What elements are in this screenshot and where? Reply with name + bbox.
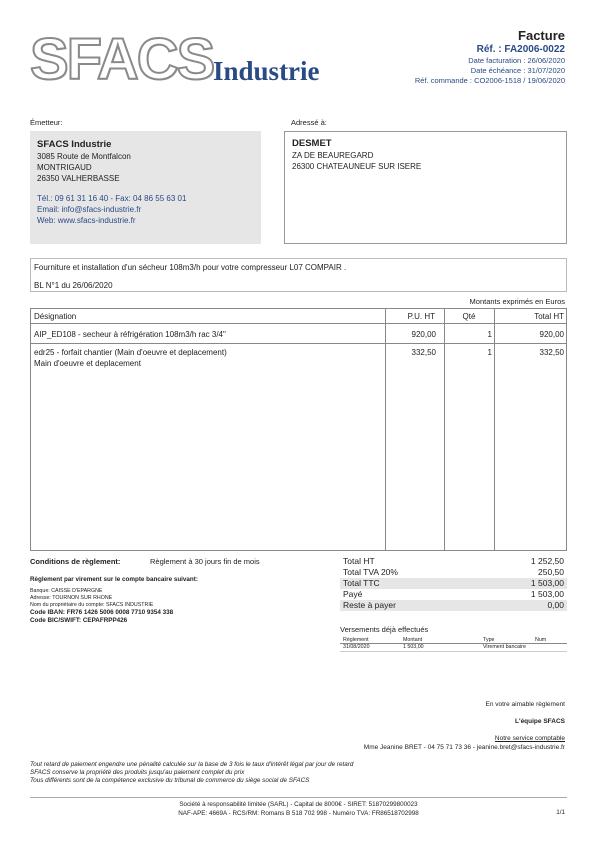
description-text: Fourniture et installation d'un sécheur 108m3/h pour votre compresseur L07 COMPAIR .: [34, 263, 347, 272]
header-unit-price: P.U. HT: [407, 312, 435, 321]
logo-sfacs-text: SFACS: [30, 27, 214, 92]
total-label: Total TTC: [343, 578, 380, 588]
invoice-date: Date facturation : 26/06/2020: [468, 56, 565, 65]
issuer-phone: Tél.: 09 61 31 16 40 - Fax: 04 86 55 63 01: [37, 194, 187, 203]
bank-details: [30, 575, 330, 625]
footer-divider: [30, 797, 567, 798]
total-value: 1 503,00: [530, 578, 564, 588]
issuer-name: SFACS Industrie: [37, 139, 112, 150]
header-designation: Désignation: [34, 312, 77, 321]
invoice-header: [415, 28, 565, 86]
bank-title: Règlement par virement sur le compte bancaire suivant:: [30, 576, 198, 583]
row-designation: edr25 - forfait chantier (Main d'oeuvre et deplacement): [34, 348, 227, 357]
header-total: Total HT: [534, 312, 564, 321]
payment-row: [340, 644, 567, 652]
table-row: [31, 344, 566, 374]
payment-date: 31/08/2020: [343, 644, 370, 650]
issuer-box: [30, 131, 261, 244]
addressee-box: [284, 131, 567, 244]
invoice-description: [30, 258, 567, 292]
legal-line: SFACS conserve la propriété des produits jusqu'au paiement complet du prix: [30, 769, 245, 776]
bank-name: Banque: CAISSE D'EPARGNE: [30, 588, 103, 594]
payment-type: Virement bancaire: [483, 644, 526, 650]
table-row: [31, 324, 566, 344]
totals-block: [340, 556, 567, 611]
logo-industrie-text: Industrie: [213, 56, 320, 86]
footer-line-1: Société à responsabilité limitée (SARL) - Capital de 8000€ - SIRET: 51870299800023: [179, 801, 418, 808]
closing-greeting: En votre aimable règlement: [485, 701, 565, 708]
issuer-address-2: MONTRIGAUD: [37, 163, 92, 172]
closing-service: Notre service comptable: [494, 735, 565, 742]
total-value: 1 503,00: [530, 589, 564, 599]
addressee-address-1: ZA DE BEAUREGARD: [292, 151, 374, 160]
order-ref: Réf. commande : CO2006-1518 / 19/06/2020: [414, 76, 565, 85]
payments-header-num: Num: [535, 637, 547, 643]
row-quantity: 1: [487, 330, 492, 339]
issuer-address-3: 26350 VALHERBASSE: [37, 174, 120, 183]
bank-address: Adresse: TOURNON SUR RHONE: [30, 595, 113, 601]
total-label: Reste à payer: [343, 600, 396, 610]
conditions-label: Conditions de règlement:: [30, 557, 121, 566]
invoice-ref: Réf. : FA2006-0022: [476, 44, 565, 55]
header-quantity: Qté: [462, 312, 476, 321]
currency-note: Montants exprimés en Euros: [469, 297, 565, 306]
total-value: 250,50: [538, 567, 564, 577]
invoice-title: Facture: [518, 28, 565, 43]
paid-row: [340, 589, 567, 600]
row-quantity: 1: [487, 348, 492, 357]
legal-line: Tous différents sont de la compétence exclusive du tribunal de commerce du siège social de SFACS: [30, 777, 310, 784]
payment-conditions: [30, 557, 330, 566]
legal-line: Tout retard de paiement engendre une pénalité calculée sur la base de 3 fois le taux d'intérêt légal par jour de retard: [30, 761, 354, 768]
closing-team: L'équipe SFACS: [515, 718, 565, 725]
total-ht-row: [340, 556, 567, 567]
issuer-label: Émetteur:: [30, 118, 63, 127]
payments-block: [340, 625, 567, 652]
total-ttc-row: [340, 578, 567, 589]
bank-owner: Nom du propriétaire du compte: SFACS INDUSTRIE: [30, 602, 154, 608]
total-label: Total TVA 20%: [343, 567, 398, 577]
total-value: 1 252,50: [530, 556, 564, 566]
addressee-name: DESMET: [292, 138, 332, 149]
remaining-row: [340, 600, 567, 611]
bank-bic: Code BIC/SWIFT: CEPAFRPP426: [30, 617, 128, 624]
total-tva-row: [340, 567, 567, 578]
footer-line-2: NAF-APE: 4669A - RCS/RM: Romans B 518 702 998 - Numéro TVA: FR86518702998: [178, 810, 419, 817]
row-unit-price: 332,50: [411, 348, 436, 357]
payments-header-reglement: Règlement: [343, 637, 369, 643]
company-footer: [30, 800, 567, 818]
table-header: [31, 309, 566, 324]
row-total: 920,00: [539, 330, 564, 339]
bank-iban: Code IBAN: FR76 1426 5006 0008 7710 9354 338: [30, 609, 174, 616]
row-total: 332,50: [539, 348, 564, 357]
row-designation: AIP_ED108 - secheur à réfrigération 108m3/h rac 3/4": [34, 330, 226, 339]
addressee-label: Adressé à:: [291, 118, 327, 127]
items-table: [30, 308, 567, 551]
company-logo: [30, 27, 320, 92]
payment-amount: 1 503,00: [403, 644, 424, 650]
conditions-value: Règlement à 30 jours fin de mois: [150, 557, 260, 566]
delivery-note: BL N°1 du 26/06/2020: [34, 281, 113, 290]
total-label: Payé: [343, 589, 363, 599]
issuer-email[interactable]: Email: info@sfacs-industrie.fr: [37, 205, 142, 214]
issuer-address-1: 3085 Route de Montfalcon: [37, 152, 131, 161]
legal-notice: [30, 761, 410, 785]
addressee-address-2: 26300 CHATEAUNEUF SUR ISERE: [292, 162, 422, 171]
closing-contact: Mme Jeanine BRET - 04 75 71 73 36 - jeanine.bret@sfacs-industrie.fr: [363, 744, 565, 751]
payments-header: [340, 637, 567, 644]
total-label: Total HT: [343, 556, 375, 566]
total-value: 0,00: [547, 600, 564, 610]
issuer-web[interactable]: Web: www.sfacs-industrie.fr: [37, 216, 136, 225]
row-detail: Main d'oeuvre et deplacement: [34, 359, 141, 368]
page-number: 1/1: [556, 809, 565, 816]
payments-title: Versements déjà effectués: [340, 625, 429, 634]
due-date: Date échéance : 31/07/2020: [470, 66, 565, 75]
row-unit-price: 920,00: [411, 330, 436, 339]
payments-header-type: Type: [483, 637, 495, 643]
payments-header-montant: Montant: [403, 637, 423, 643]
